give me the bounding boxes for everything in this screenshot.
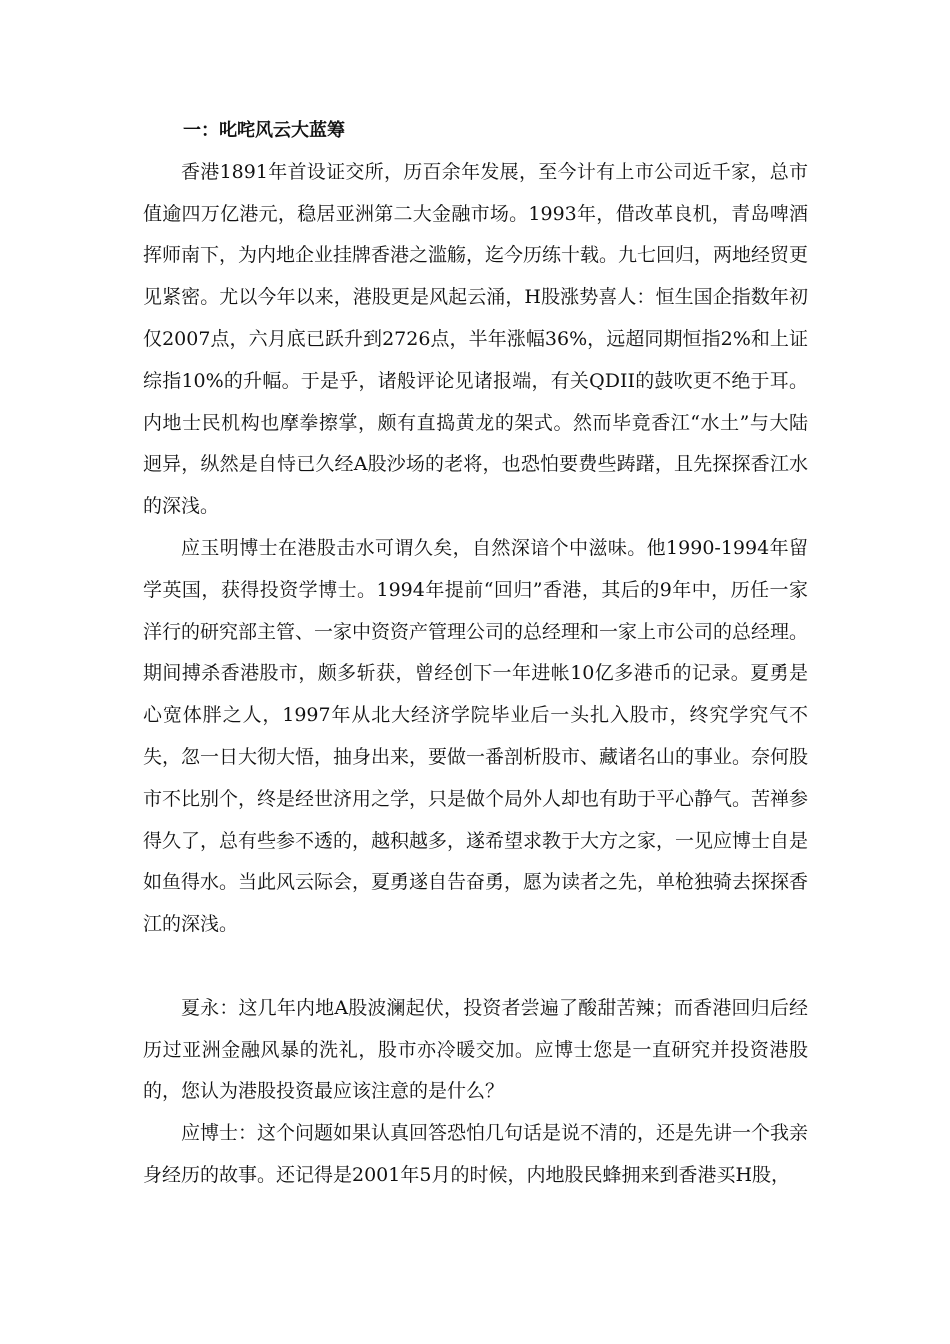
paragraph-background: 应玉明博士在港股击水可谓久矣，自然深谙个中滋味。他1990-1994年留学英国，获得投资学博士。1994年提前“回归”香港，其后的9年中，历任一家洋行的研究部主管、一家中资资产管理公司的总经理和一家上市公司的总经理。期间搏杀香港股市，颇多斩获，曾经创下一年进帐10亿多港币的记录。夏勇是心宽体胖之人，1997年从北大经济学院毕业后一头扎入股市，终究学究气不失，忽一日大彻大悟，抽身出来，要做一番剖析股市、藏诸名山的事业。奈何股市不比别个，终是经世济用之学，只是做个局外人却也有助于平心静气。苦禅参得久了，总有些参不透的，越积越多，遂希望求教于大方之家，一见应博士自是如鱼得水。当此风云际会，夏勇遂自告奋勇，愿为读者之先，单枪独骑去探探香江的深浅。: [143, 536, 809, 936]
paragraph-gap: [143, 946, 808, 988]
document-body: [143, 110, 808, 1197]
paragraph-question: 夏永：这几年内地A股波澜起伏，投资者尝遍了酸甜苦辣；而香港回归后经历过亚洲金融风暴的洗礼，股市亦冷暖交加。应博士您是一直研究并投资港股的，您认为港股投资最应该注意的是什么？: [143, 996, 808, 1103]
paragraph-answer: 应博士：这个问题如果认真回答恐怕几句话是说不清的，还是先讲一个我亲身经历的故事。还记得是2001年5月的时候，内地股民蜂拥来到香港买H股，: [143, 1122, 809, 1186]
paragraph-intro: 香港1891年首设证交所，历百余年发展，至今计有上市公司近千家，总市值逾四万亿港元，稳居亚洲第二大金融市场。1993年，借改革良机，青岛啤酒挥师南下，为内地企业挂牌香港之滥觞，迄今历练十载。九七回归，两地经贸更见紧密。尤以今年以来，港股更是风起云涌，H股涨势喜人：恒生国企指数年初仅2007点，六月底已跃升到2726点，半年涨幅36%，远超同期恒指2%和上证综指10%的升幅。于是乎，诸般评论见诸报端，有关QDII的鼓吹更不绝于耳。内地士民机构也摩拳擦掌，颇有直捣黄龙的架式。然而毕竟香江“水土”与大陆迥异，纵然是自恃已久经A股沙场的老将，也恐怕要费些踌躇，且先探探香江水的深浅。: [143, 160, 809, 518]
section-heading: 一：叱咤风云大蓝筹: [183, 120, 345, 141]
